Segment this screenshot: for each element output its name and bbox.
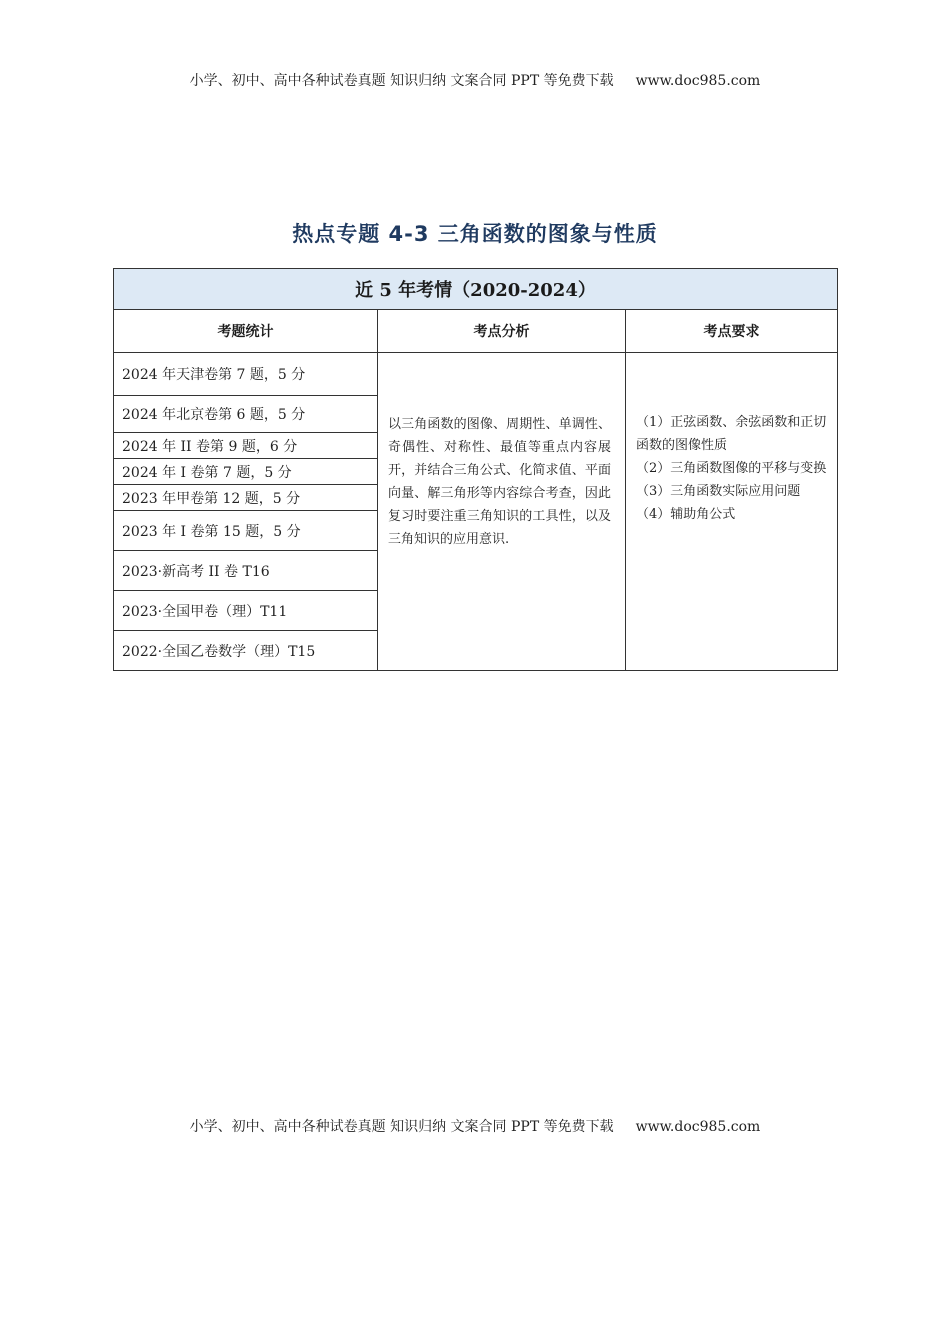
requirement-item: （2）三角函数图像的平移与变换: [636, 461, 827, 476]
exam-item: 2023·新高考 II 卷 T16: [114, 551, 378, 591]
exam-item: 2024 年 II 卷第 9 题，6 分: [114, 433, 378, 459]
exam-item: 2024 年北京卷第 6 题，5 分: [114, 396, 378, 433]
column-header-requirements: 考点要求: [626, 310, 838, 353]
header-text: 小学、初中、高中各种试卷真题 知识归纳 文案合同 PPT 等免费下载: [189, 73, 614, 89]
exam-overview-table: [113, 268, 838, 671]
analysis-text: 以三角函数的图像、周期性、单调性、奇偶性、对称性、最值等重点内容展开，并结合三角公式、化简求值、平面向量、解三角形等内容综合考查，因此复习时要注重三角知识的工具性，以及三角知识的应用意识.: [378, 353, 626, 671]
exam-item: 2024 年天津卷第 7 题，5 分: [114, 353, 378, 396]
footer-url[interactable]: www.doc985.com: [635, 1119, 761, 1135]
page-footer: [0, 1116, 950, 1136]
exam-item: 2023 年 I 卷第 15 题，5 分: [114, 511, 378, 551]
exam-item: 2023 年甲卷第 12 题，5 分: [114, 485, 378, 511]
requirements-list: [626, 353, 838, 671]
exam-item: 2024 年 I 卷第 7 题，5 分: [114, 459, 378, 485]
requirement-item: （4）辅助角公式: [636, 507, 736, 522]
header-url[interactable]: www.doc985.com: [635, 73, 761, 89]
page-header: [0, 70, 950, 90]
requirement-item: （1）正弦函数、余弦函数和正切函数的图像性质: [636, 415, 827, 453]
column-header-analysis: 考点分析: [378, 310, 626, 353]
exam-item: 2023·全国甲卷（理）T11: [114, 591, 378, 631]
footer-text: 小学、初中、高中各种试卷真题 知识归纳 文案合同 PPT 等免费下载: [189, 1119, 614, 1135]
exam-item: 2022·全国乙卷数学（理）T15: [114, 631, 378, 671]
column-header-exam-stats: 考题统计: [114, 310, 378, 353]
table-banner: 近 5 年考情（2020-2024）: [114, 269, 838, 310]
page-title: 热点专题 4-3 三角函数的图象与性质: [292, 222, 658, 246]
requirement-item: （3）三角函数实际应用问题: [636, 484, 801, 499]
